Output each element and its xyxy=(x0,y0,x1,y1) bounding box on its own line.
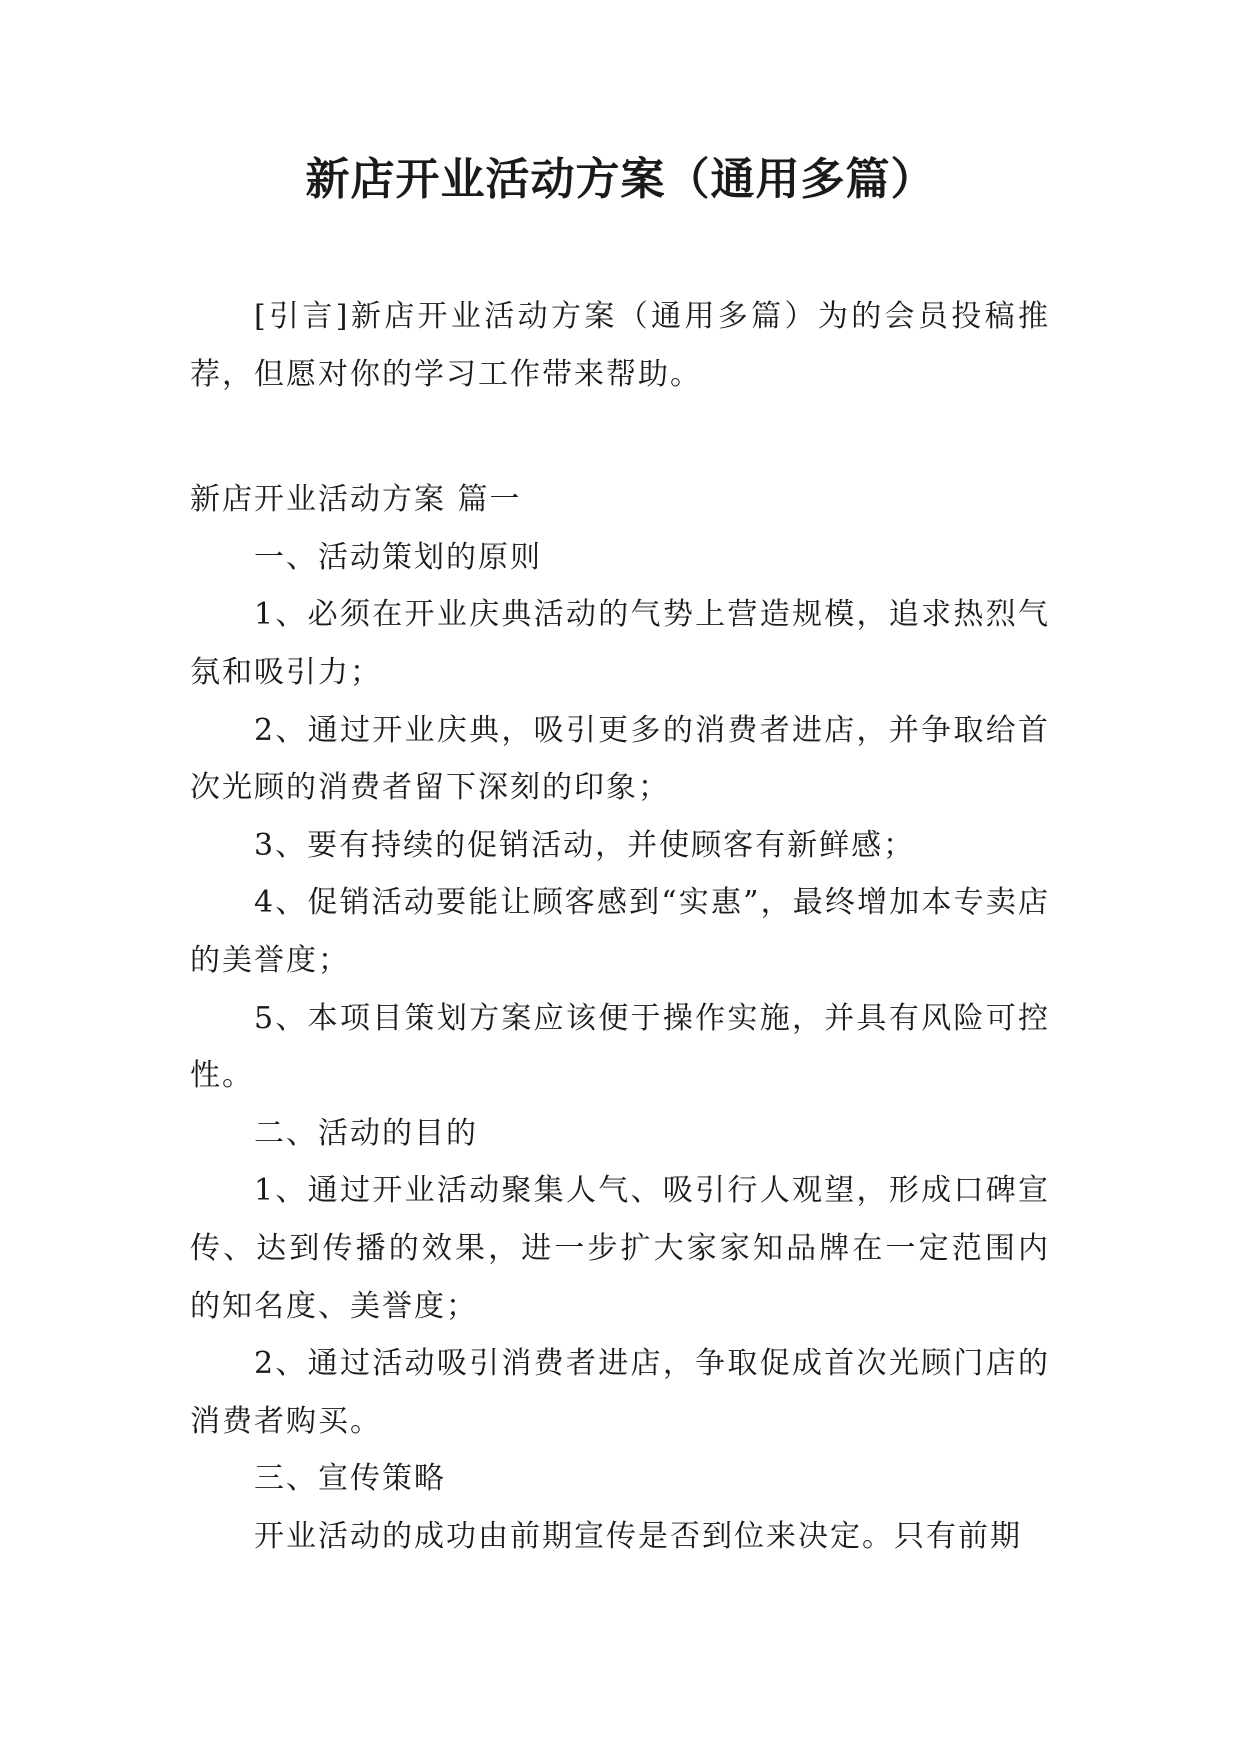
document-title: 新店开业活动方案（通用多篇） xyxy=(305,154,936,205)
goal-item-1: 1、通过开业活动聚集人气、吸引行人观望，形成口碑宣传、达到传播的效果，进一步扩大家家知品牌在一定范围内的知名度、美誉度； xyxy=(190,1173,1050,1324)
principle-item-1: 1、必须在开业庆典活动的气势上营造规模，追求热烈气氛和吸引力； xyxy=(190,597,1050,690)
paragraph-spacer xyxy=(190,403,1050,471)
section-heading-goals: 二、活动的目的 xyxy=(254,1115,478,1151)
section-heading-principles: 一、活动策划的原则 xyxy=(254,539,542,575)
chapter-heading: 新店开业活动方案 篇一 xyxy=(190,482,522,518)
principle-item-3: 3、要有持续的促销活动，并使顾客有新鲜感； xyxy=(254,827,916,863)
section-heading-promotion: 三、宣传策略 xyxy=(254,1461,446,1497)
document-body xyxy=(190,288,1050,1565)
principle-item-4: 4、促销活动要能让顾客感到“实惠”，最终增加本专卖店的美誉度； xyxy=(190,885,1050,978)
goal-item-2: 2、通过活动吸引消费者进店，争取促成首次光顾门店的消费者购买。 xyxy=(190,1346,1050,1439)
promotion-paragraph: 开业活动的成功由前期宣传是否到位来决定。只有前期 xyxy=(254,1518,1022,1554)
intro-paragraph: [引言]新店开业活动方案（通用多篇）为的会员投稿推荐，但愿对你的学习工作带来帮助。 xyxy=(190,299,1050,392)
principle-item-2: 2、通过开业庆典，吸引更多的消费者进店，并争取给首次光顾的消费者留下深刻的印象； xyxy=(190,712,1050,806)
principle-item-5: 5、本项目策划方案应该便于操作实施，并具有风险可控性。 xyxy=(190,1000,1050,1094)
